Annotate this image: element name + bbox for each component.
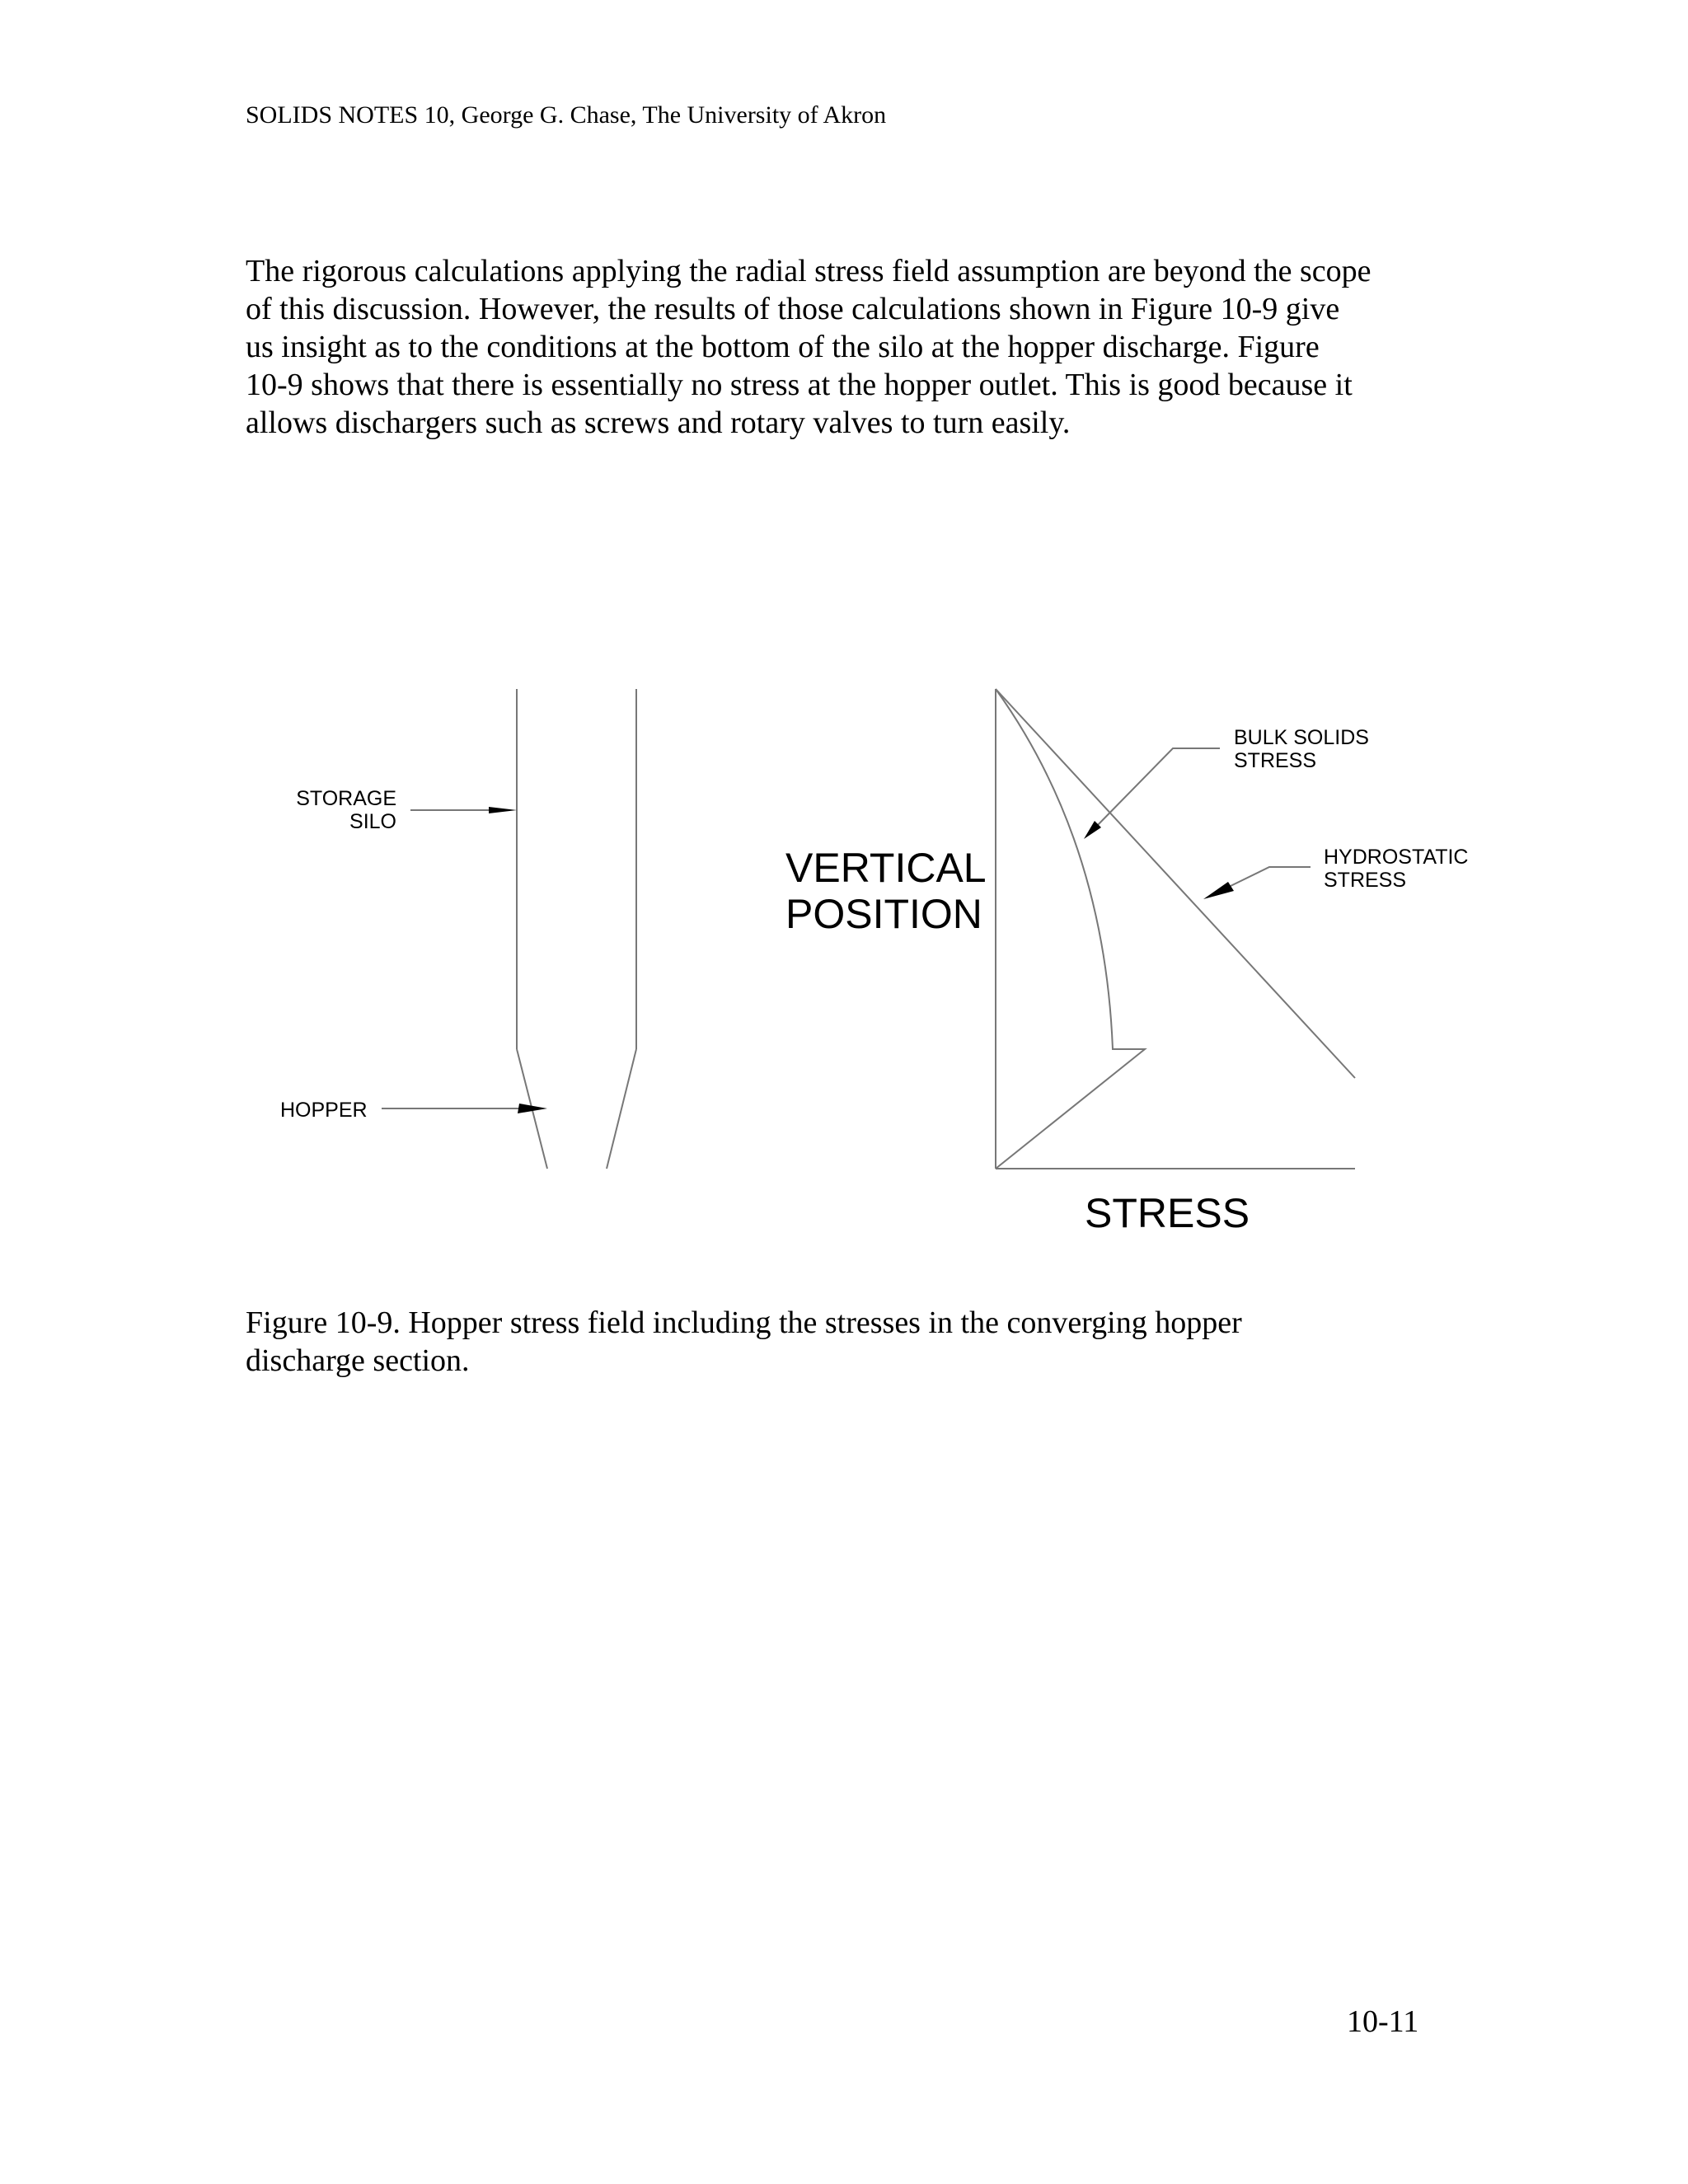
paragraph-line: allows dischargers such as screws and rotary valves to turn easily. <box>246 405 1071 440</box>
hydro-stress-label: STRESS <box>1324 869 1407 892</box>
silo-label: SILO <box>349 810 396 833</box>
paragraph-line: The rigorous calculations applying the radial stress field assumption are beyond the scope <box>246 254 1372 288</box>
hopper-right-wall <box>607 1049 636 1169</box>
bulk-solids-stress-curve <box>996 689 1145 1169</box>
x-axis-label: STRESS <box>1085 1190 1250 1236</box>
y-axis-label-line1: VERTICAL <box>785 845 987 891</box>
hydrostatic-leader <box>1231 867 1311 886</box>
y-axis-label-line2: POSITION <box>785 891 982 937</box>
figure-caption <box>246 1304 1242 1380</box>
caption-line: discharge section. <box>246 1343 470 1378</box>
hydrostatic-label: HYDROSTATIC <box>1324 846 1469 869</box>
bulk-stress-label: STRESS <box>1234 749 1317 772</box>
paragraph-line: 10-9 shows that there is essentially no stress at the hopper outlet. This is good because it <box>246 368 1353 402</box>
hydrostatic-arrowhead <box>1203 882 1234 899</box>
storage-silo-arrowhead <box>489 807 517 813</box>
storage-label: STORAGE <box>296 787 396 810</box>
paragraph-line: us insight as to the conditions at the bottom of the silo at the hopper discharge. Figure <box>246 330 1320 364</box>
hopper-label: HOPPER <box>280 1099 368 1122</box>
page-number: 10-11 <box>1347 2004 1419 2039</box>
running-header: SOLIDS NOTES 10, George G. Chase, The University of Akron <box>246 101 887 129</box>
paragraph-line: of this discussion. However, the results of those calculations shown in Figure 10-9 give <box>246 292 1340 326</box>
caption-line: Figure 10-9. Hopper stress field including the stresses in the converging hopper <box>246 1305 1242 1340</box>
silo-drawing <box>382 689 636 1169</box>
bulk-solids-label: BULK SOLIDS <box>1234 726 1369 749</box>
